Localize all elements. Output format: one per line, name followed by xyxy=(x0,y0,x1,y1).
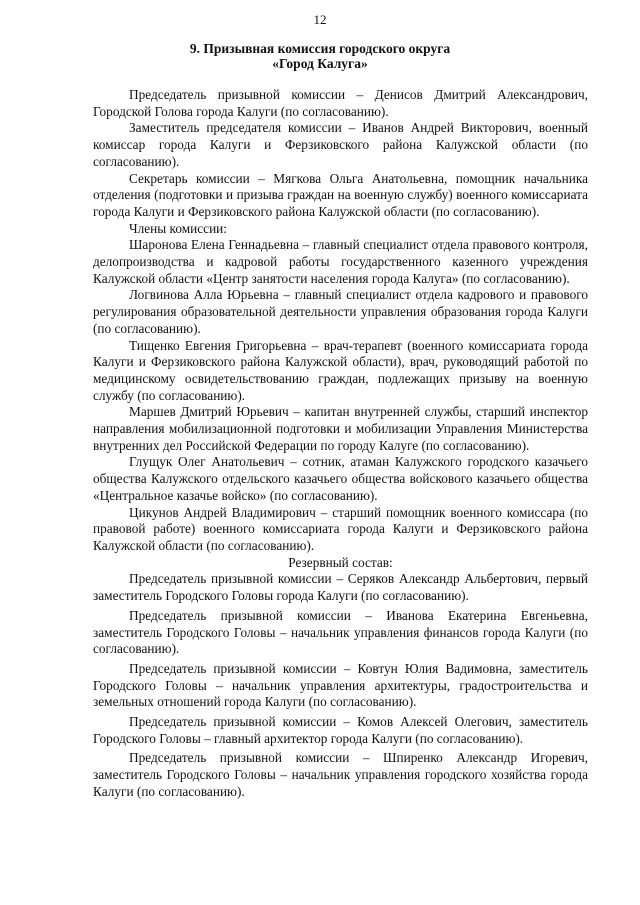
paragraph-member: Шаронова Елена Геннадьевна – главный специалист отдела правового контроля, делопроизводства и кадровой работы государственного казенного учреждения Калужской области «Центр занятости населения города Калуга» (по согласованию). xyxy=(93,237,588,286)
paragraph-member: Логвинова Алла Юрьевна – главный специалист отдела кадрового и правового регулирования образовательной деятельности управления образования города Калуги (по согласованию). xyxy=(93,287,588,336)
paragraph-reserve-chairman: Председатель призывной комиссии – Ковтун Юлия Вадимовна, заместитель Городского Головы – начальник управления архитектуры, градостроительства и земельных отношений города Калуги (по согласованию). xyxy=(93,660,588,710)
paragraph-member: Глущук Олег Анатольевич – сотник, атаман Калужского городского казачьего общества Калужского отдельского казачьего общества войскового казачьего общества «Центральное казачье войско» (по согласованию). xyxy=(93,454,588,503)
page-number: 12 xyxy=(313,12,327,27)
paragraph-reserve-chairman: Председатель призывной комиссии – Комов Алексей Олегович, заместитель Городского Головы – главный архитектор города Калуги (по согласованию). xyxy=(93,714,588,746)
paragraph-reserve-chairman: Председатель призывной комиссии – Шпиренко Александр Игоревич, заместитель Городского Головы – начальник управления городского хозяйства города Калуги (по согласованию). xyxy=(93,750,588,799)
paragraph-reserve-chairman: Председатель призывной комиссии – Иванова Екатерина Евгеньевна, заместитель Городского Головы – начальник управления финансов города Калуги (по согласованию). xyxy=(93,607,588,657)
paragraph-reserve-label: Резервный состав: xyxy=(288,554,393,570)
paragraph-secretary: Секретарь комиссии – Мягкова Ольга Анатольевна, помощник начальника отделения (подготовки и призыва граждан на военную службу) военного комиссариата города Калуги и Ферзиковского района Калужской области (по согласованию). xyxy=(93,170,588,219)
paragraph-member: Цикунов Андрей Владимирович – старший помощник военного комиссара (по правовой работе) военного комиссариата города Калуги и Ферзиковского района Калужской области (по согласованию). xyxy=(93,504,588,553)
paragraph-deputy-chairman: Заместитель председателя комиссии – Иванов Андрей Викторович, военный комиссар города Калуги и Ферзиковского района Калужской области (по согласованию). xyxy=(93,120,588,169)
paragraph-members-label: Члены комиссии: xyxy=(129,220,227,236)
document-body xyxy=(93,87,588,801)
paragraph-member: Тищенко Евгения Григорьевна – врач-терапевт (военного комиссариата города Калуги и Ферзиковского района Калужской области), врач, руководящий работой по медицинскому освидетельствованию граждан, подлежащих призыву на военную службу (по согласованию). xyxy=(93,337,588,403)
paragraph-reserve-chairman: Председатель призывной комиссии – Серяков Александр Альбертович, первый заместитель Городского Головы города Калуги (по согласованию). xyxy=(93,571,588,604)
paragraph-chairman: Председатель призывной комиссии – Денисов Дмитрий Александрович, Городской Голова города Калуги (по согласованию). xyxy=(93,87,588,119)
section-heading xyxy=(90,41,550,71)
paragraph-member: Маршев Дмитрий Юрьевич – капитан внутренней службы, старший инспектор направления мобилизационной подготовки и мобилизации Управления Министерства внутренних дел Российской Федерации по городу Калуге (по согласованию). xyxy=(93,404,588,453)
section-heading-line-2: «Город Калуга» xyxy=(272,56,368,71)
section-heading-line-1: 9. Призывная комиссия городского округа xyxy=(189,41,451,56)
